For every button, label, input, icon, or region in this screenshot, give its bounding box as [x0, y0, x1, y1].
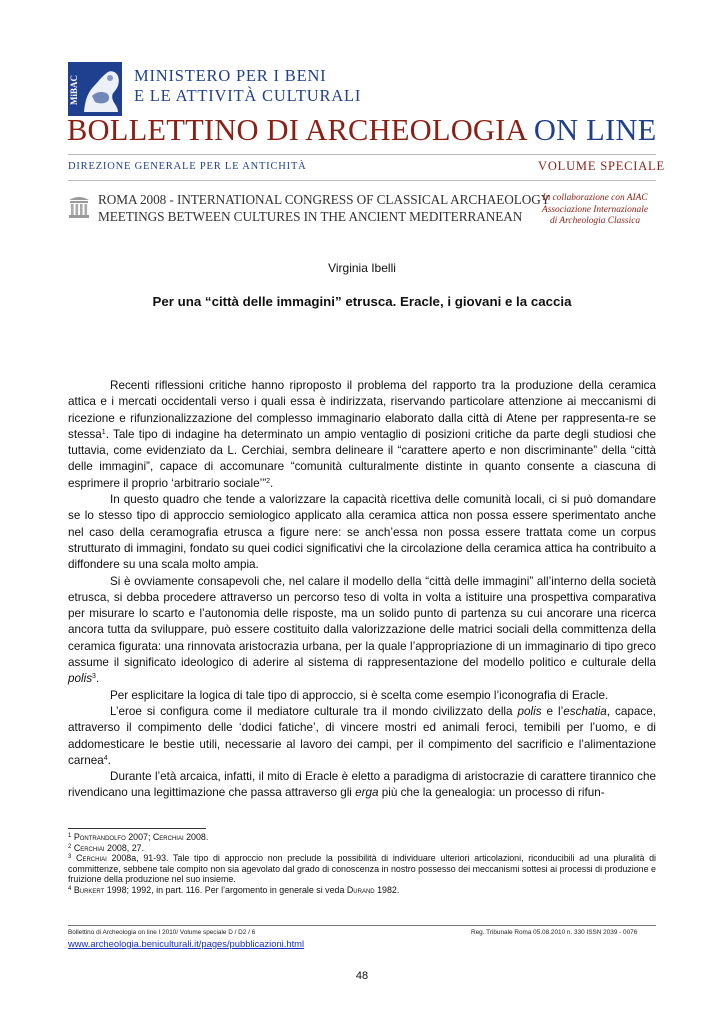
ministry-name — [134, 66, 434, 106]
footnote-ref-1: 1 — [101, 428, 106, 436]
footnote-4-text-1: 1998; 1992, in part. 116. Per l’argomento in generale si veda — [104, 884, 347, 895]
paragraph-1 — [68, 378, 656, 492]
footnote-1-author-1: Pontrandolfo — [73, 832, 126, 842]
footnote-number-4: 4 — [68, 885, 72, 892]
article-body — [68, 378, 656, 802]
ministry-line-2: E LE ATTIVITÀ CULTURALI — [134, 86, 362, 105]
footnote-separator — [68, 828, 206, 829]
footnote-2 — [68, 843, 656, 854]
footnote-4-author-2: Durand — [346, 884, 375, 895]
footnote-ref-3: 3 — [92, 673, 96, 681]
ministry-line-1: MINISTERO PER I BENI — [134, 66, 327, 85]
paragraph-5-text-a: L’eroe si configura come il mediatore culturale tra il mondo civilizzato della — [110, 704, 518, 718]
volume-speciale: VOLUME SPECIALE — [538, 159, 665, 173]
paragraph-2: In questo quadro che tende a valorizzare la capacità ricettiva delle comunità locali, ci si può domandare se lo stesso tipo di approccio semiologico applicato alla ceramica attica non possa essere sperimentato anche nel caso della ceramografia etrusca a figure nere: se anch’essa non possa essere trattata come un corpus strutturato di immagini, fondato su quei codici significativi che la circolazione della ceramica attica ha contribuito a diffondere su una scala molto ampia. — [68, 493, 656, 572]
footnote-1-text-1: 2007; — [125, 832, 153, 842]
publications-link[interactable]: www.archeologia.beniculturali.it/pages/pubblicazioni.html — [68, 938, 305, 949]
footnote-3 — [68, 853, 656, 885]
header-divider-2 — [68, 180, 656, 181]
paragraph-3-text-a: Si è ovviamente consapevoli che, nel calare il modello della “città delle immagini” all’interno della società etrusca, si debba procedere attraverso un percorso teso di volta in volta a istituire una prospettiva comparativa per misurare lo scarto e l’autonomia delle risposte, ma un solido punto di partenza su cui ancorare una ricerca ancora tutta da sviluppare, può essere costituito dalla valorizzazione delle matrici sociali della committenza della ceramica figurata: una rinnovata aristocrazia urbana, per la quale l’appropriazione di un immaginario di tipo greco assume il significato ideologico di aderire al sistema di rappresentazione del modello politico e culturale della — [68, 574, 656, 670]
collab-line-1: In collaborazione con AIAC — [542, 193, 648, 203]
italic-term-polis: polis — [68, 672, 93, 686]
paragraph-6-text-b: più che la genealogia: un processo di rifun- — [378, 786, 605, 800]
paragraph-5-text-b: e l’ — [541, 704, 564, 718]
italic-term-polis: polis — [517, 704, 542, 718]
footnote-ref-4: 4 — [103, 754, 108, 762]
bulletin-title-main: BOLLETTINO DI ARCHEOLOGIA — [67, 113, 527, 147]
footnote-4 — [68, 885, 656, 896]
bulletin-title — [67, 113, 667, 148]
footnote-number-3: 3 — [68, 854, 72, 861]
temple-icon — [68, 193, 90, 219]
italic-term-eschatia: eschatia — [563, 704, 607, 718]
paragraph-1-text-b: . Tale tipo di indagine ha determinato un ampio ventaglio di posizioni critiche da parte degli studiosi che tuttavia, come evidenziato da L. Cerchiai, sembra delineare il “carattere aperto e non discriminante” della “città delle immagini”, capace di accomunare “comunità culturalmente distinte in quanto consente a ciascuna di esprimere il proprio ‘arbitrario sociale’” — [68, 427, 656, 490]
paragraph-4: Per esplicitare la logica di tale tipo di approccio, si è scelta come esempio l’iconografia di Eracle. — [110, 688, 609, 702]
paragraph-3-text-b: . — [95, 672, 100, 686]
mibac-logo-text: MiBAC — [69, 75, 79, 105]
article-author: Virginia Ibelli — [328, 261, 396, 275]
congress-title — [98, 191, 550, 225]
paragraph-5-text-d: . — [107, 753, 111, 767]
direzione-generale: DIREZIONE GENERALE PER LE ANTICHITÀ — [68, 161, 307, 172]
paragraph-1-text-c: . — [270, 476, 274, 490]
congress-line-1: ROMA 2008 - INTERNATIONAL CONGRESS OF CLASSICAL ARCHAEOLOGY — [98, 192, 551, 207]
collab-line-3: di Archeologia Classica — [549, 216, 641, 226]
paragraph-3 — [68, 574, 656, 688]
paragraph-5 — [68, 704, 656, 769]
collab-line-2: Associazione Internazionale — [542, 204, 648, 215]
footer-citation: Bollettino di Archeologia on line I 2010/ Volume speciale D / D2 / 6 — [68, 929, 256, 936]
footnotes — [68, 832, 656, 896]
footnote-1 — [68, 832, 656, 843]
footnote-3-text: 2008a, 91-93. Tale tipo di approccio non preclude la possibilità di individuare ulteriori articolazioni, riconducibili ad una pluralità di committenze, sebbene tale compito non sia agevolato dal grado di conoscenza in nostro possesso dei meccanismi sottesi ai processi di produzione e fruizione della produzione nel suo insieme. — [68, 853, 657, 885]
footnote-2-text: 2008, 27. — [104, 842, 145, 853]
paragraph-6-text-a: Durante l’età arcaica, infatti, il mito di Eracle è eletto a paradigma di aristocrazie di carattere tirannico che rivendicano una legittimazione che passa attraverso gli — [68, 770, 656, 800]
footnote-3-author: Cerchiai — [76, 853, 107, 864]
footnote-1-author-2: Cerchiai — [152, 832, 184, 842]
footer-divider — [68, 925, 656, 926]
footnote-4-author-1: Burkert — [73, 884, 105, 895]
header-divider-1 — [68, 154, 656, 155]
footnote-4-text-2: 1982. — [374, 884, 400, 895]
footnote-1-text-2: 2008. — [183, 832, 209, 842]
footnote-number-2: 2 — [68, 843, 72, 850]
page-number: 48 — [355, 970, 369, 982]
article-title: Per una “città delle immagini” etrusca. Eracle, i giovani e la caccia — [152, 294, 572, 309]
paragraph-1-text-a: Recenti riflessioni critiche hanno riproposto il problema del rapporto tra la produzione della ceramica attica e i mercati occidentali verso i quali essa è indirizzata, riservando particolare attenzione ai meccanismi di ricezione e rifunzionalizzazione del complesso immaginario elaborato dalla città di Atene per rappresenta-re se stessa — [68, 379, 656, 441]
bulletin-title-online: ON LINE — [533, 113, 657, 147]
paragraph-6 — [68, 769, 656, 802]
footer-registration: Reg. Tribunale Roma 05.08.2010 n. 330 ISSN 2039 - 0076 — [471, 929, 638, 936]
mibac-logo — [68, 62, 122, 116]
footnote-number-1: 1 — [68, 833, 72, 839]
paragraph-5-text-c: , capace, attraverso il compimento delle ‘dodici fatiche’, di vincere mostri ed animali feroci, temibili per l’uomo, e di addomesticare le bestie utili, necessarie al lavoro dei campi, per il compimento del sacrificio e l’alimentazione carnea — [68, 704, 656, 767]
italic-term-erga: erga — [355, 786, 379, 800]
footnote-ref-2: 2 — [266, 477, 271, 485]
collaboration-note — [530, 193, 660, 228]
footnote-2-author: Cerchiai — [73, 842, 105, 853]
congress-line-2: MEETINGS BETWEEN CULTURES IN THE ANCIENT MEDITERRANEAN — [98, 209, 523, 224]
